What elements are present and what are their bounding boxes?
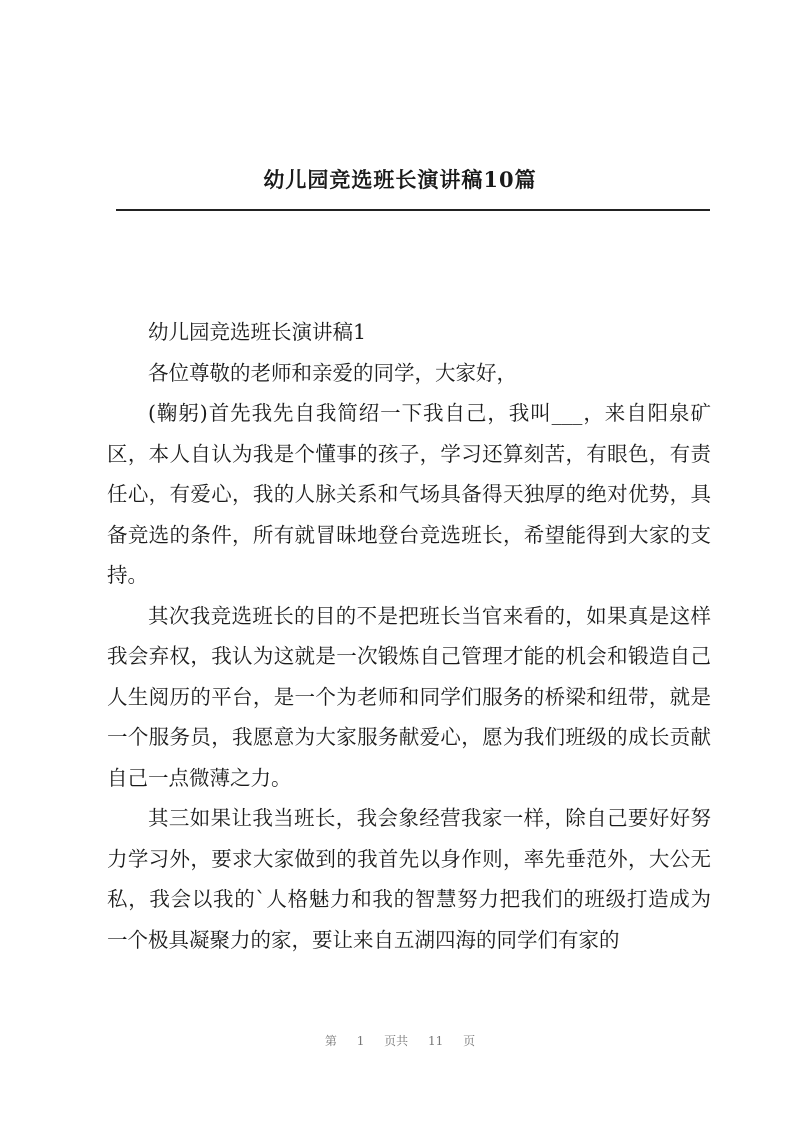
page-footer [0, 1032, 800, 1049]
paragraph-3: 其三如果让我当班长，我会象经营我家一样，除自己要好好努力学习外，要求大家做到的我首先以身作则，率先垂范外，大公无私，我会以我的`人格魅力和我的智慧努力把我们的班级打造成为一个极具凝聚力的家，要让来自五湖四海的同学们有家的 [107, 806, 711, 952]
footer-suffix: 页 [463, 1034, 476, 1048]
footer-prefix: 第 [324, 1034, 337, 1048]
document-body [107, 312, 711, 960]
paragraph-1: (鞠躬)首先我先自我简绍一下我自己，我叫___，来自阳泉矿区，本人自认为我是个懂事的孩子，学习还算刻苦，有眼色，有责任心，有爱心，我的人脉关系和气场具备得天独厚的绝对优势，具备竞选的条件，所有就冒昧地登台竞选班长，希望能得到大家的支持。 [107, 401, 711, 587]
greeting: 各位尊敬的老师和亲爱的同学，大家好， [148, 360, 517, 385]
page-title: 幼儿园竞选班长演讲稿10篇 [263, 167, 537, 192]
title-divider [116, 209, 710, 211]
section-heading: 幼儿园竞选班长演讲稿1 [148, 320, 367, 344]
footer-middle: 页共 [384, 1034, 409, 1048]
paragraph-2: 其次我竞选班长的目的不是把班长当官来看的，如果真是这样我会弃权，我认为这就是一次锻炼自己管理才能的机会和锻造自己人生阅历的平台，是一个为老师和同学们服务的桥梁和纽带，就是一个服务员，我愿意为大家服务献爱心，愿为我们班级的成长贡献自己一点微薄之力。 [107, 603, 711, 790]
footer-current-page: 1 [356, 1034, 365, 1048]
footer-total-pages: 11 [428, 1034, 444, 1048]
